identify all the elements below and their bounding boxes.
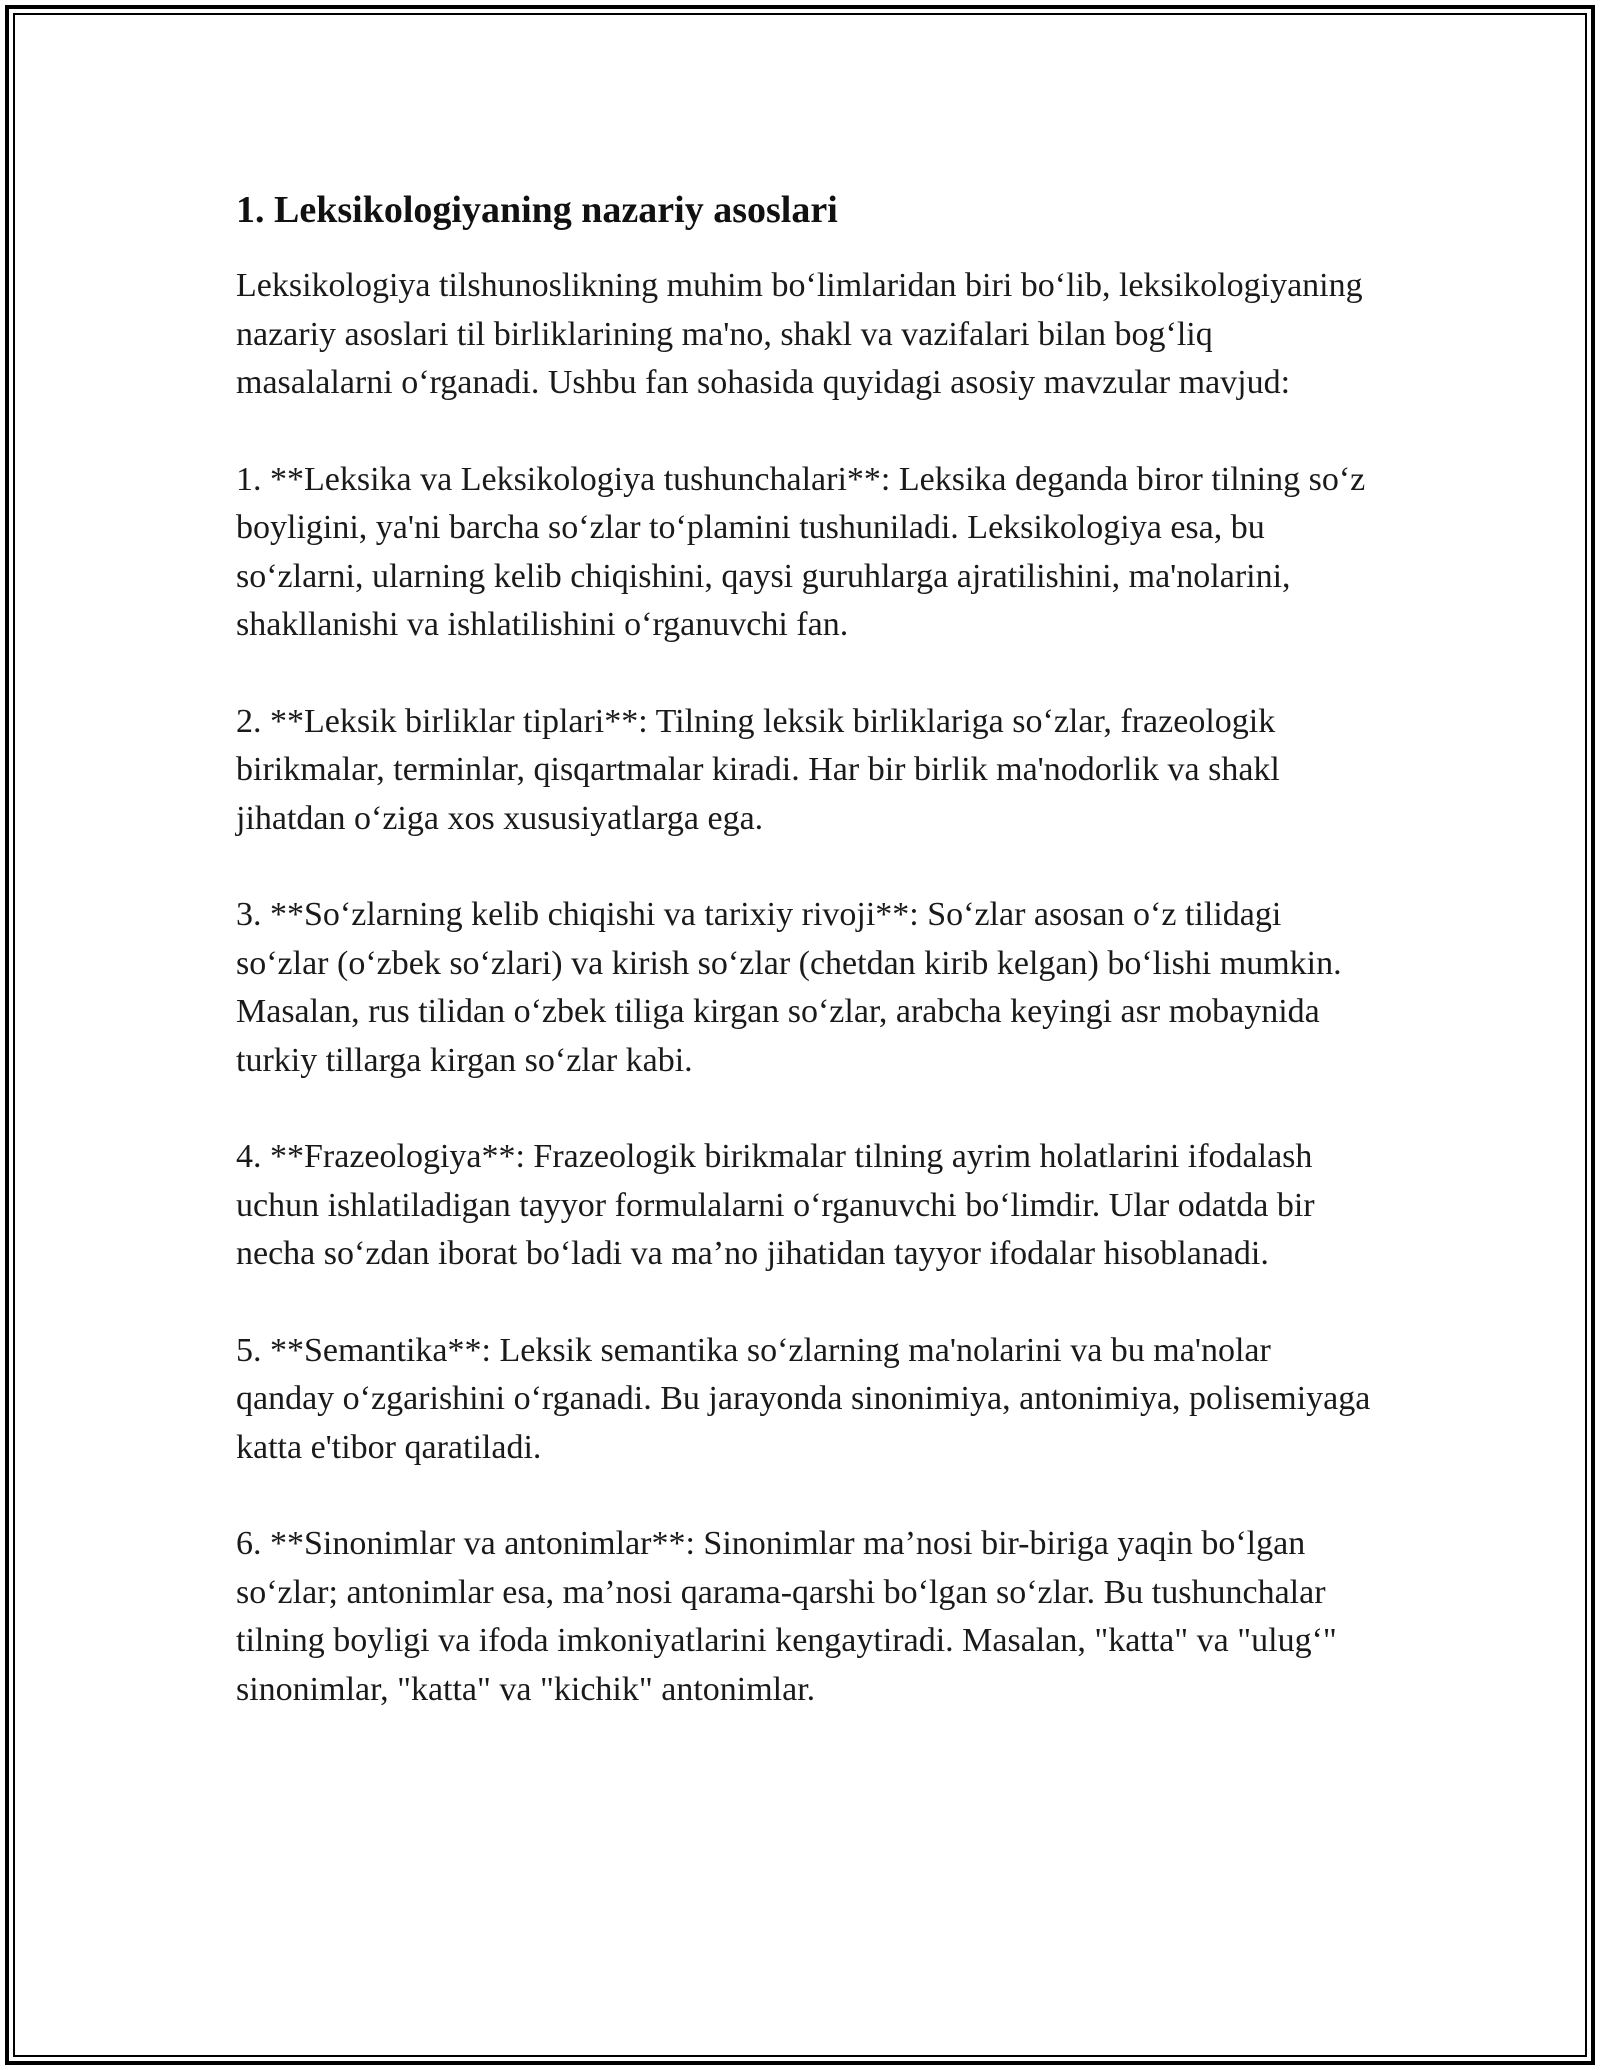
section-heading: 1. Leksikologiyaning nazariy asoslari <box>236 189 838 231</box>
paragraph-word-origin: 3. **So‘zlarning kelib chiqishi va tarixiy rivoji**: So‘zlar asosan o‘z tilidagi so‘zlar (o‘zbek so‘zlari) va kirish so‘zlar (chetdan kirib kelgan) bo‘lishi mumkin. Masalan, rus tilidan o‘zbek tiliga kirgan so‘zlar, arabcha keyingi asr mobaynida turkiy tillarga kirgan so‘zlar kabi. <box>236 896 1342 1079</box>
paragraph-lexicon-concepts: 1. **Leksika va Leksikologiya tushunchalari**: Leksika deganda biror tilning so‘z boyligini, ya'ni barcha so‘zlar to‘plamini tushuniladi. Leksikologiya esa, bu so‘zlarni, ularning kelib chiqishini, qaysi guruhlarga ajratilishini, ma'nolarini, shakllanishi va ishlatilishini o‘rganuvchi fan. <box>236 460 1366 643</box>
intro-paragraph: Leksikologiya tilshunoslikning muhim bo‘limlaridan biri bo‘lib, leksikologiyaning nazariy asoslari til birliklarining ma'no, shakl va vazifalari bilan bog‘liq masalalarni o‘rganadi. Ushbu fan sohasida quyidagi asosiy mavzular mavjud: <box>236 267 1363 401</box>
document-body <box>236 186 1376 1762</box>
paragraph-phraseology: 4. **Frazeologiya**: Frazeologik birikmalar tilning ayrim holatlarini ifodalash uchun ishlatiladigan tayyor formulalarni o‘rganuvchi bo‘limdir. Ular odatda bir necha so‘zdan iborat bo‘ladi va ma’no jihatidan tayyor ifodalar hisoblanadi. <box>236 1138 1315 1272</box>
paragraph-lexical-unit-types: 2. **Leksik birliklar tiplari**: Tilning leksik birliklariga so‘zlar, frazeologik birikmalar, terminlar, qisqartmalar kiradi. Har bir birlik ma'nodorlik va shakl jihatdan o‘ziga xos xususiyatlarga ega. <box>236 702 1280 837</box>
paragraph-synonyms-antonyms: 6. **Sinonimlar va antonimlar**: Sinonimlar ma’nosi bir-biriga yaqin bo‘lgan so‘zlar; antonimlar esa, ma’nosi qarama-qarshi bo‘lgan so‘zlar. Bu tushunchalar tilning boyligi va ifoda imkoniyatlarini kengaytiradi. Masalan, "katta" va "ulug‘" sinonimlar, "katta" va "kichik" antonimlar. <box>236 1525 1337 1708</box>
paragraph-semantics: 5. **Semantika**: Leksik semantika so‘zlarning ma'nolarini va bu ma'nolar qanday o‘zgarishini o‘rganadi. Bu jarayonda sinonimiya, antonimiya, polisemiyaga katta e'tibor qaratiladi. <box>236 1331 1371 1466</box>
